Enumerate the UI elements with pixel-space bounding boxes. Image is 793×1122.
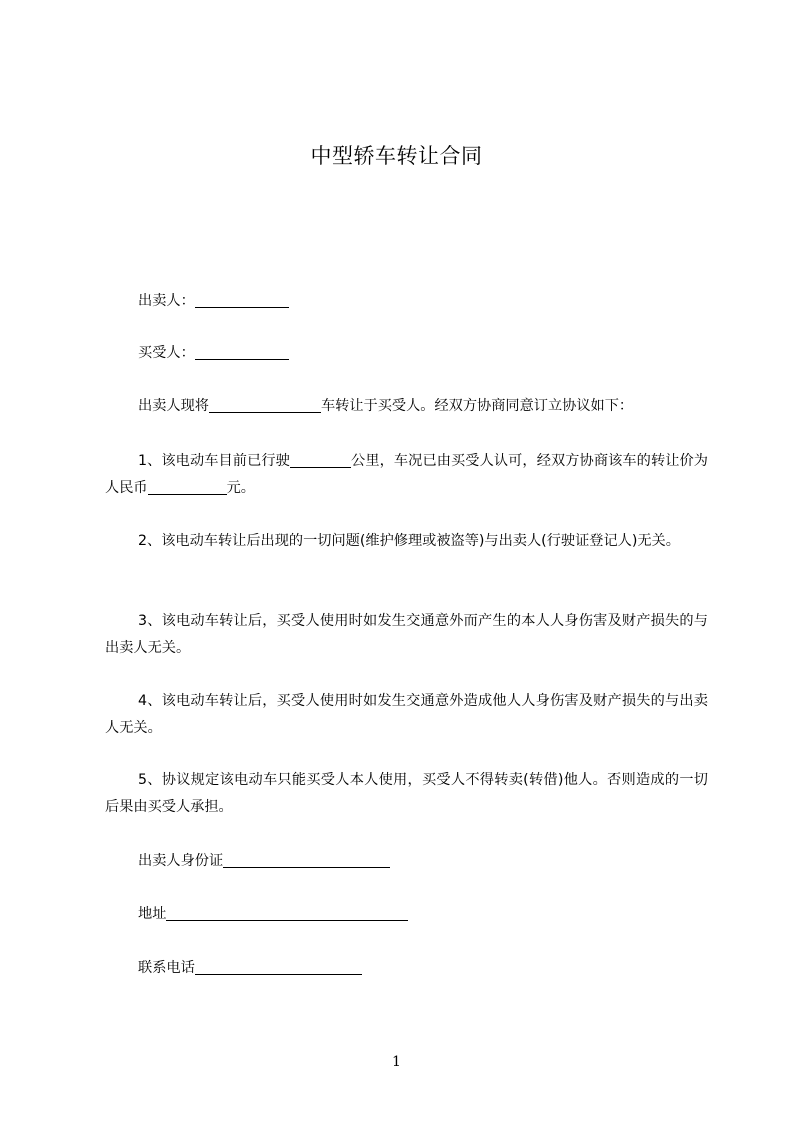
intro-paragraph [105, 393, 708, 420]
phone-blank[interactable] [195, 958, 362, 975]
buyer-name-blank[interactable] [195, 343, 289, 360]
seller-name-blank[interactable] [195, 291, 289, 308]
phone-line [105, 955, 708, 982]
clause-1 [105, 448, 708, 502]
intro-text-after: 车转让于买受人。经双方协商同意订立协议如下： [320, 398, 634, 414]
clause-1-before: 1、该电动车目前已行驶 [138, 453, 290, 469]
price-blank[interactable] [148, 478, 227, 495]
buyer-line [105, 340, 708, 367]
clause-1-middle: 公里，车况已由买受人认可，经双方协商该车的转让价为人民币 [105, 453, 708, 496]
seller-id-blank[interactable] [223, 851, 390, 868]
clause-5: 5、协议规定该电动车只能买受人本人使用，买受人不得转卖(转借)他人。否则造成的一切后果由买受人承担。 [105, 772, 708, 815]
seller-id-line [105, 848, 708, 875]
vehicle-blank[interactable] [209, 396, 321, 413]
clause-4: 4、该电动车转让后，买受人使用时如发生交通意外造成他人人身伤害及财产损失的与出卖人无关。 [105, 693, 708, 736]
phone-label: 联系电话 [138, 960, 195, 976]
seller-label: 出卖人： [138, 293, 195, 309]
seller-id-label: 出卖人身份证 [138, 853, 224, 869]
seller-line [105, 288, 708, 315]
buyer-label: 买受人： [138, 345, 195, 361]
document-title: 中型轿车转让合同 [310, 144, 483, 168]
clause-1-after: 元。 [226, 480, 255, 496]
clause-2: 2、该电动车转让后出现的一切问题(维护修理或被盗等)与出卖人(行驶证登记人)无关。 [138, 533, 680, 549]
address-label: 地址 [138, 906, 167, 922]
address-blank[interactable] [166, 904, 408, 921]
mileage-blank[interactable] [290, 451, 351, 468]
clause-3: 3、该电动车转让后，买受人使用时如发生交通意外而产生的本人人身伤害及财产损失的与出卖人无关。 [105, 613, 708, 656]
intro-text-before: 出卖人现将 [138, 398, 209, 414]
address-line [105, 901, 708, 928]
page-number: 1 [392, 1054, 401, 1070]
